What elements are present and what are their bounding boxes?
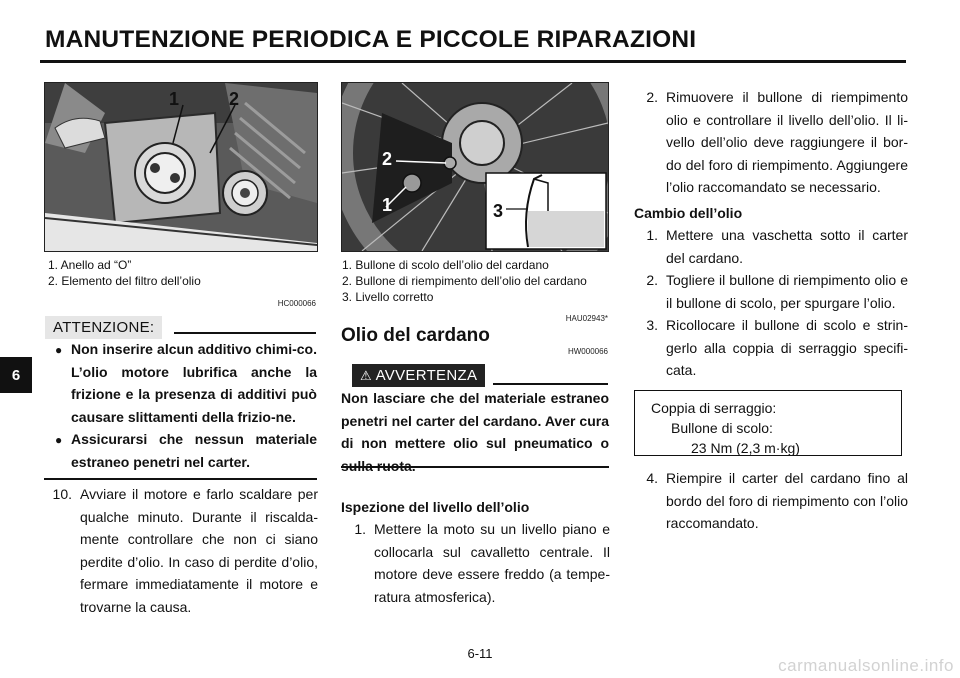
callout-1: 1	[169, 89, 180, 109]
step-number: 1.	[354, 521, 366, 537]
step-10	[48, 483, 318, 618]
step-text: Rimuovere il bullone di riempimento olio e controllare il livello dell’olio. Il li-vello dell’olio deve raggiungere il bor-do del foro di riempimento. Aggiungere l’olio raccomandato se necessario.	[666, 89, 908, 195]
engine-oil-filter-photo	[44, 82, 318, 252]
watermark: carmanualsonline.info	[778, 656, 954, 675]
caution-end-rule	[44, 478, 317, 480]
callout-1: 1	[382, 195, 393, 215]
callout-3: 3	[493, 201, 504, 221]
caution-rule	[174, 332, 316, 334]
change-step-3: 3. Ricollocare il bullone di scolo e strin-gerlo alla coppia di serraggio specifi-cata.	[646, 317, 908, 378]
caption-1: 1. Anello ad “O”	[48, 258, 132, 272]
shaft-oil-heading: Olio del cardano	[341, 325, 490, 346]
step-text: Mettere la moto su un livello piano e collocarla sul cavalletto centrale. Il motore deve essere freddo (a tempe-ratura atmosferica).	[374, 521, 610, 605]
step-text: Riempire il carter del cardano fino al bordo del foro di riempimento con l’olio raccomandato.	[666, 470, 908, 531]
inspection-step-1	[348, 518, 610, 608]
oil-change-heading: Cambio dell’olio	[634, 205, 743, 221]
torque-item: Bullone di scolo:	[671, 420, 773, 436]
warning-rule	[493, 383, 608, 385]
step-number: 4.	[646, 470, 658, 486]
caption-2: 2. Elemento del filtro dell’olio	[48, 274, 201, 288]
step-text: Avviare il motore e farlo scaldare per qualche minuto. Durante il riscalda-mente controllare che non ci siano perdite d’olio. In caso di perdite d’olio, fermare immediatamente il motore e trovarne la causa.	[80, 486, 318, 615]
callout-2: 2	[229, 89, 240, 109]
left-figure-code: HC000066	[277, 299, 316, 308]
callout-2: 2	[382, 149, 393, 169]
oil-change-steps	[640, 224, 908, 382]
center-figure-code: HAU02943*	[565, 314, 608, 323]
warning-header	[352, 364, 485, 387]
bullet-dot-icon: ●	[55, 433, 63, 447]
step-number: 2.	[646, 89, 658, 105]
center-figure-captions	[342, 257, 587, 305]
step-number: 10.	[52, 486, 72, 502]
warning-code: HW000066	[567, 347, 608, 356]
caption-1: 1. Bullone di scolo dell’olio del cardano	[342, 258, 549, 272]
engine-illustration	[45, 83, 317, 251]
torque-title: Coppia di serraggio:	[651, 400, 777, 416]
caution-header	[45, 316, 162, 339]
warning-triangle-icon: ⚠	[360, 368, 372, 383]
warning-text: Non lasciare che del materiale estraneo penetri nel carter del cardano. Aver cura di non mettere olio sul pneumatico o	[341, 390, 609, 451]
caution-bullet: ● Non inserire alcun additivo chimi-co. L’olio motore lubrifica anche la frizione e la presenza di additivi può causare slittamenti della frizio-ne.	[55, 338, 317, 428]
page-title: MANUTENZIONE PERIODICA E PICCOLE RIPARAZIONI	[45, 26, 697, 53]
inspection-step-2	[640, 86, 908, 199]
shaft-drive-photo	[341, 82, 609, 252]
caution-bullets	[55, 338, 317, 473]
caption-3: 3. Livello corretto	[342, 290, 434, 304]
page-number: 6-11	[467, 646, 493, 661]
chapter-tab: 6	[0, 357, 32, 393]
inspection-heading: Ispezione del livello dell’olio	[341, 499, 530, 515]
change-step-1: 1. Mettere una vaschetta sotto il carter del cardano.	[646, 227, 908, 266]
caution-bullet: ● Assicurarsi che nessun materiale estraneo penetri nel carter.	[55, 428, 317, 473]
bullet-dot-icon: ●	[55, 343, 63, 357]
title-rule	[40, 60, 906, 63]
caption-2: 2. Bullone di riempimento dell’olio del cardano	[342, 274, 587, 288]
change-step-4	[640, 467, 908, 535]
change-step-2: 2. Togliere il bullone di riempimento olio e il bullone di scolo, per spurgare l’olio.	[646, 272, 908, 311]
warning-end-rule	[341, 466, 609, 468]
left-figure-captions	[48, 257, 201, 289]
caution-label: ATTENZIONE:	[45, 316, 162, 339]
torque-spec-box	[634, 390, 902, 456]
torque-value: 23 Nm (2,3 m·kg)	[691, 440, 800, 456]
warning-label: ⚠ AVVERTENZA	[352, 364, 485, 387]
